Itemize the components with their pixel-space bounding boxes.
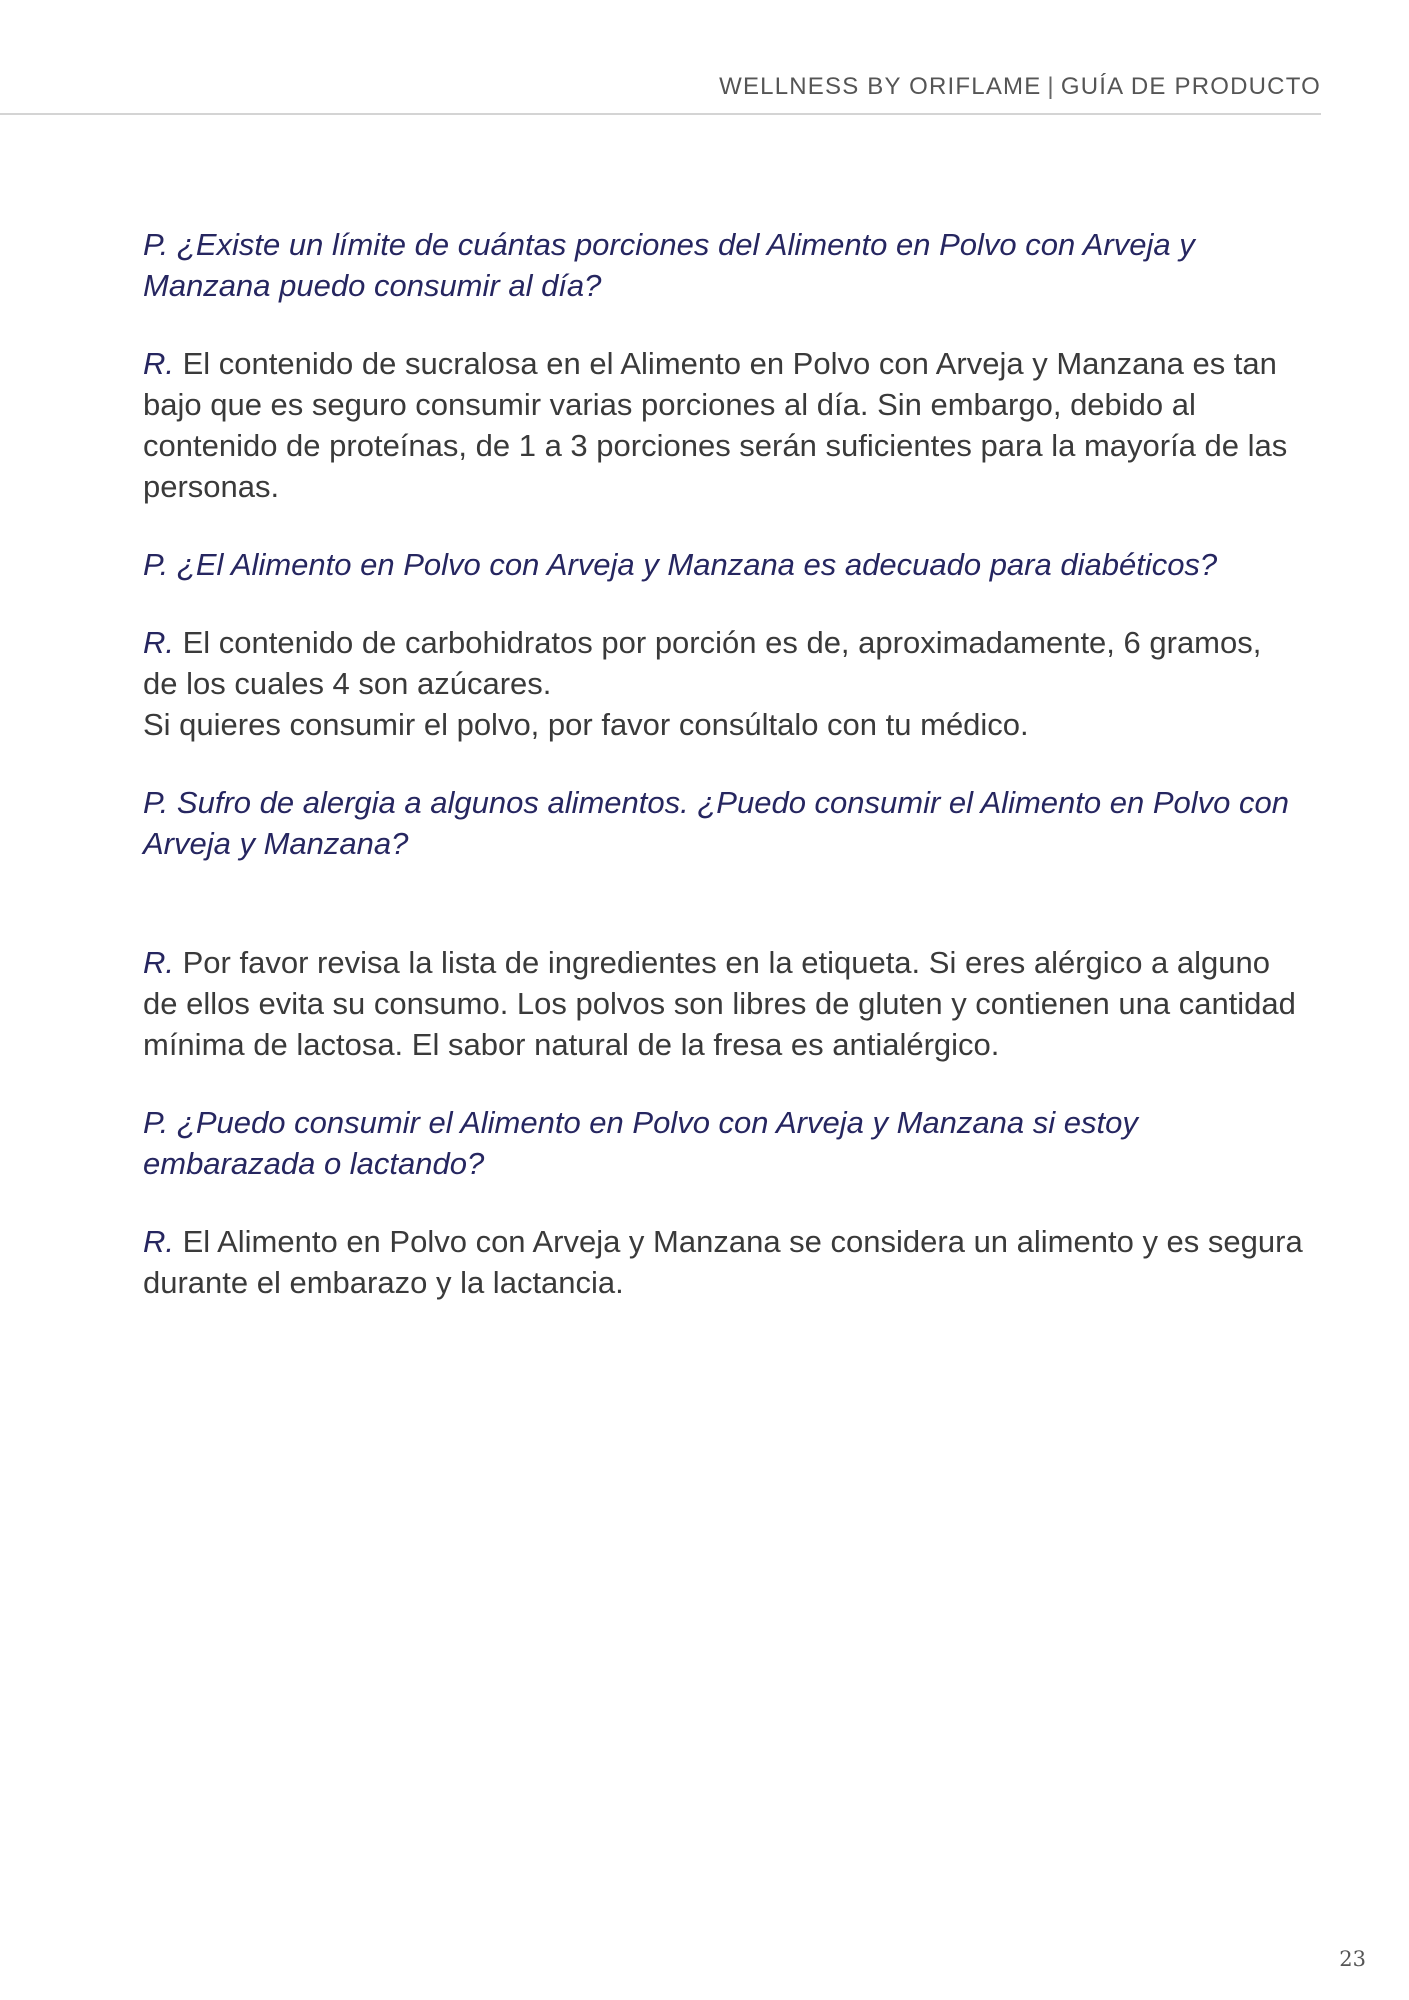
answer-text: El contenido de carbohidratos por porción es de, aproximadamente, 6 gramos, de los cuales 4 son azúcares. xyxy=(143,625,1262,701)
faq-content xyxy=(143,224,1303,1340)
question-text: ¿Existe un límite de cuántas porciones del Alimento en Polvo con Arveja y Manzana puedo consumir al día? xyxy=(143,227,1195,303)
question-prefix: P. xyxy=(143,227,169,262)
question-text: ¿Puedo consumir el Alimento en Polvo con Arveja y Manzana si estoy embarazada o lactando? xyxy=(143,1105,1138,1181)
faq-question-1 xyxy=(143,224,1303,306)
header-section: GUÍA DE PRODUCTO xyxy=(1060,73,1321,100)
question-prefix: P. xyxy=(143,547,169,582)
answer-text-line-2: Si quieres consumir el polvo, por favor consúltalo con tu médico. xyxy=(143,707,1029,742)
faq-question-3 xyxy=(143,782,1303,864)
header-brand: WELLNESS BY ORIFLAME xyxy=(719,73,1042,100)
answer-prefix: R. xyxy=(143,1224,174,1259)
faq-answer-3 xyxy=(143,942,1303,1065)
answer-text: El contenido de sucralosa en el Alimento en Polvo con Arveja y Manzana es tan bajo que es seguro consumir varias porciones al día. Sin embargo, debido al contenido de proteínas, de 1 a 3 porciones serán suficientes para la mayoría de las personas. xyxy=(143,346,1288,504)
answer-prefix: R. xyxy=(143,625,174,660)
answer-prefix: R. xyxy=(143,346,174,381)
answer-text: El Alimento en Polvo con Arveja y Manzana se considera un alimento y es segura durante el embarazo y la lactancia. xyxy=(143,1224,1303,1300)
header-separator: | xyxy=(1047,73,1055,100)
answer-prefix: R. xyxy=(143,945,174,980)
faq-question-2 xyxy=(143,544,1303,585)
question-text: ¿El Alimento en Polvo con Arveja y Manzana es adecuado para diabéticos? xyxy=(176,547,1218,582)
header-divider xyxy=(0,113,1321,115)
question-text: Sufro de alergia a algunos alimentos. ¿Puedo consumir el Alimento en Polvo con Arveja y Manzana? xyxy=(143,785,1289,861)
answer-text: Por favor revisa la lista de ingredientes en la etiqueta. Si eres alérgico a alguno de ellos evita su consumo. Los polvos son libres de gluten y contienen una cantidad mínima de lactosa. El sabor natural de la fresa es antialérgico. xyxy=(143,945,1296,1062)
faq-answer-1 xyxy=(143,343,1303,507)
question-prefix: P. xyxy=(143,1105,169,1140)
faq-question-4 xyxy=(143,1102,1303,1184)
faq-answer-2 xyxy=(143,622,1303,745)
page-header xyxy=(719,73,1321,101)
question-prefix: P. xyxy=(143,785,169,820)
page-number: 23 xyxy=(1339,1947,1366,1971)
faq-answer-4 xyxy=(143,1221,1303,1303)
